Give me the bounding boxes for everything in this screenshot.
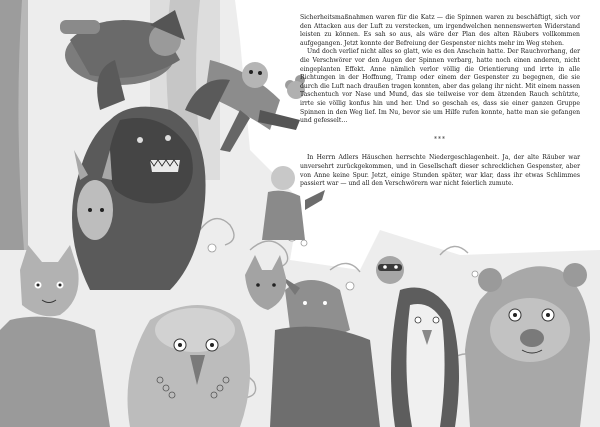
bear-figure-right bbox=[465, 263, 590, 427]
section-separator: *** bbox=[434, 135, 446, 143]
paragraph-1: Sicherheitsmaßnahmen waren für die Katz — die Spinnen waren zu beschäftigt, sich vor den Attacken aus der Luft zu verstecken, um irgendwelchen nennenswerten Widerstand leisten zu können. Es sah so aus, als wäre der Plan des alten Räubers vollkommen aufgegangen. Jetzt konnte der Befreiung der Gespenster nichts mehr im Weg stehen. bbox=[300, 14, 580, 47]
penguin-figure bbox=[391, 288, 459, 427]
masked-figure bbox=[376, 256, 404, 284]
paragraph-3: In Herrn Adlers Häuschen herrschte Niedergeschlagenheit. Ja, der alte Räuber war unversehrt zurückgekommen, und in Gesellschaft dieser schrecklichen Gespenster, aber von Anne keine Spur. Jetzt, einige Stunden später, war klar, dass ihr etwas Schlimmes passiert war — und all den Verschwörern war nicht feierlich zumute. bbox=[300, 154, 580, 188]
paragraph-2: Und doch verlief nicht alles so glatt, wie es den Anschein hatte. Der Rauchvorhang, der die Verschwörer vor den Augen der Spinnen verbarg, hatte noch einen anderen, nicht eingeplanten Effekt. Anne nämlich verlor völlig die Orientierung und irrte in alle Richtungen in der Hoffnung, Tramp oder einem der Gespenster zu begegnen, die sie durch die Luft nach draußen tragen konnten, aber das gelang ihr nicht. Mit einem nassen Taschentuch vor Nase und Mund, das sie teilweise vor dem ätzenden Rauch schützte, irrte sie völlig konfus hin und her. Und so geschah es, dass sie einer ganzen Gruppe Spinnen in den Weg lief. Im Nu, bevor sie um Hilfe rufen konnte, hatte man sie gefangen und gefesselt… bbox=[300, 48, 580, 125]
story-text bbox=[300, 14, 580, 189]
